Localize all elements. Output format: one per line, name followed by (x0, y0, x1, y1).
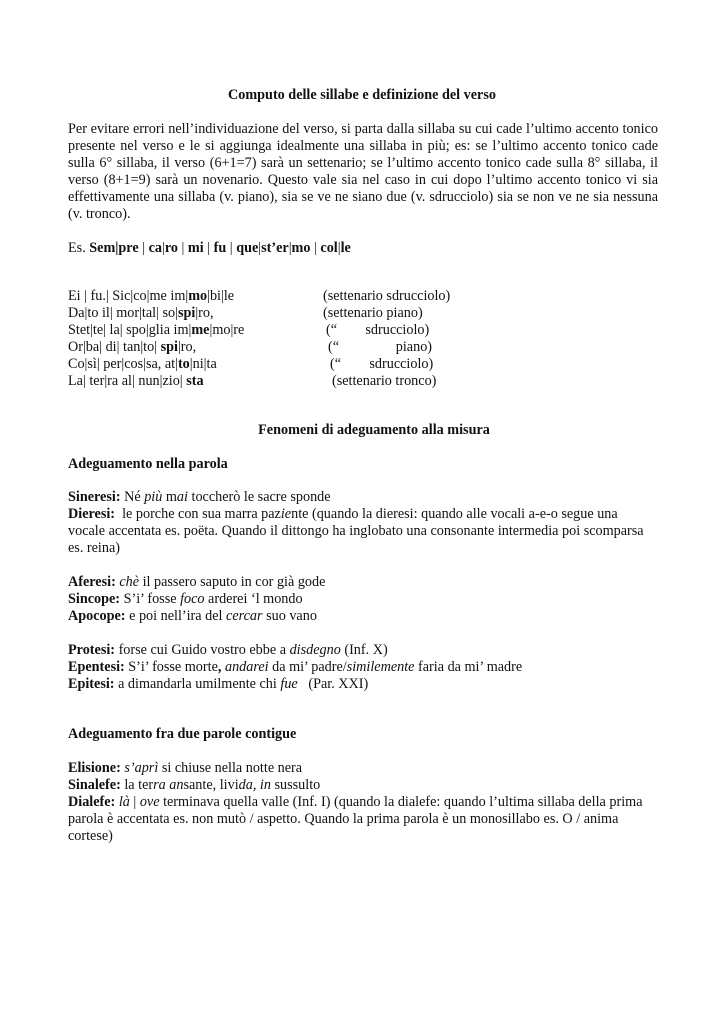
example-line: Es. Sem|pre | ca|ro | mi | fu | que|st’er|mo | col|le (68, 240, 351, 256)
verse-label: (“ sdrucciolo) (330, 356, 434, 372)
epentesi-line: Epentesi: S’i’ fosse morte, andarei da mi’ padre/similemente faria da mi’ madre (68, 659, 523, 675)
protesi-line: Protesi: forse cui Guido vostro ebbe a disdegno (Inf. X) (68, 642, 388, 658)
verse-label: (settenario piano) (323, 305, 423, 321)
verse-examples (68, 288, 658, 390)
sincope-line: Sincope: S’i’ fosse foco arderei ‘l mondo (68, 591, 303, 607)
verse-label: (“ sdrucciolo) (326, 322, 430, 338)
verse-row: Da|to il| mor|tal| so|spi|ro, (settenario piano) (68, 305, 423, 321)
aferesi-line: Aferesi: chè il passero saputo in cor già gode (68, 574, 326, 590)
verse-row: Stet|te| la| spo|glia im|me|mo|re (“ sdrucciolo) (68, 322, 430, 338)
subheading-parola: Adeguamento nella parola (68, 456, 228, 472)
dieresi-paragraph: Dieresi: le porche con sua marra paziente (quando la dieresi: quando alle vocali a-e-o segue una vocale accentata es. poëta. Quando il dittongo ha inglobato una consonante intermedia poi scomparsa es. reina) (68, 506, 644, 556)
subheading-contigue: Adeguamento fra due parole contigue (68, 726, 297, 742)
elisione-line: Elisione: s’aprì si chiuse nella notte nera (68, 760, 303, 776)
section-title-computo: Computo delle sillabe e definizione del verso (228, 87, 496, 103)
verse-row: Co|sì| per|cos|sa, at|to|ni|ta (“ sdrucciolo) (68, 356, 434, 372)
epitesi-line: Epitesi: a dimandarla umilmente chi fue (Par. XXI) (68, 676, 369, 692)
verse-row: La| ter|ra al| nun|zio| sta (settenario tronco) (68, 373, 437, 389)
verse-label: (settenario tronco) (332, 373, 437, 389)
dialefe-paragraph: Dialefe: là | ove terminava quella valle (Inf. I) (quando la dialefe: quando l’ultima sillaba della prima parola è accentata es. non mutò / aspetto. Quando la prima parola è un monosillabo es. O / anima cortese) (68, 794, 643, 844)
section-title-fenomeni: Fenomeni di adeguamento alla misura (258, 422, 490, 438)
verse-row: Or|ba| di| tan|to| spi|ro, (“ piano) (68, 339, 433, 355)
verse-row: Ei | fu.| Sic|co|me im|mo|bi|le (settenario sdrucciolo) (68, 288, 451, 304)
apocope-line: Apocope: e poi nell’ira del cercar suo vano (68, 608, 317, 624)
verse-label: (settenario sdrucciolo) (323, 288, 451, 304)
sineresi-line: Sineresi: Né più mai toccherò le sacre sponde (68, 489, 331, 505)
sinalefe-line: Sinalefe: la terra ansante, livida, in sussulto (68, 777, 321, 793)
verse-label: (“ piano) (328, 339, 433, 355)
intro-paragraph: Per evitare errori nell’individuazione del verso, si parta dalla sillaba su cui cade l’ultimo accento tonico presente nel verso e le si aggiunga idealmente una sillaba in più; es: se l’ultimo accento tonico cade sulla 6° sillaba, il verso (6+1=7) sarà un settenario; se l’ultimo accento tonico cade sulla 8° sillaba, il verso (8+1=9) sarà un novenario. Questo vale sia nel caso in cui dopo l’ultimo accento tonico vi sia effettivamente una sillaba (v. piano), sia se ve ne siano due (v. sdrucciolo) sia se non ve ne sia nessuna (v. tronco). (68, 121, 658, 222)
